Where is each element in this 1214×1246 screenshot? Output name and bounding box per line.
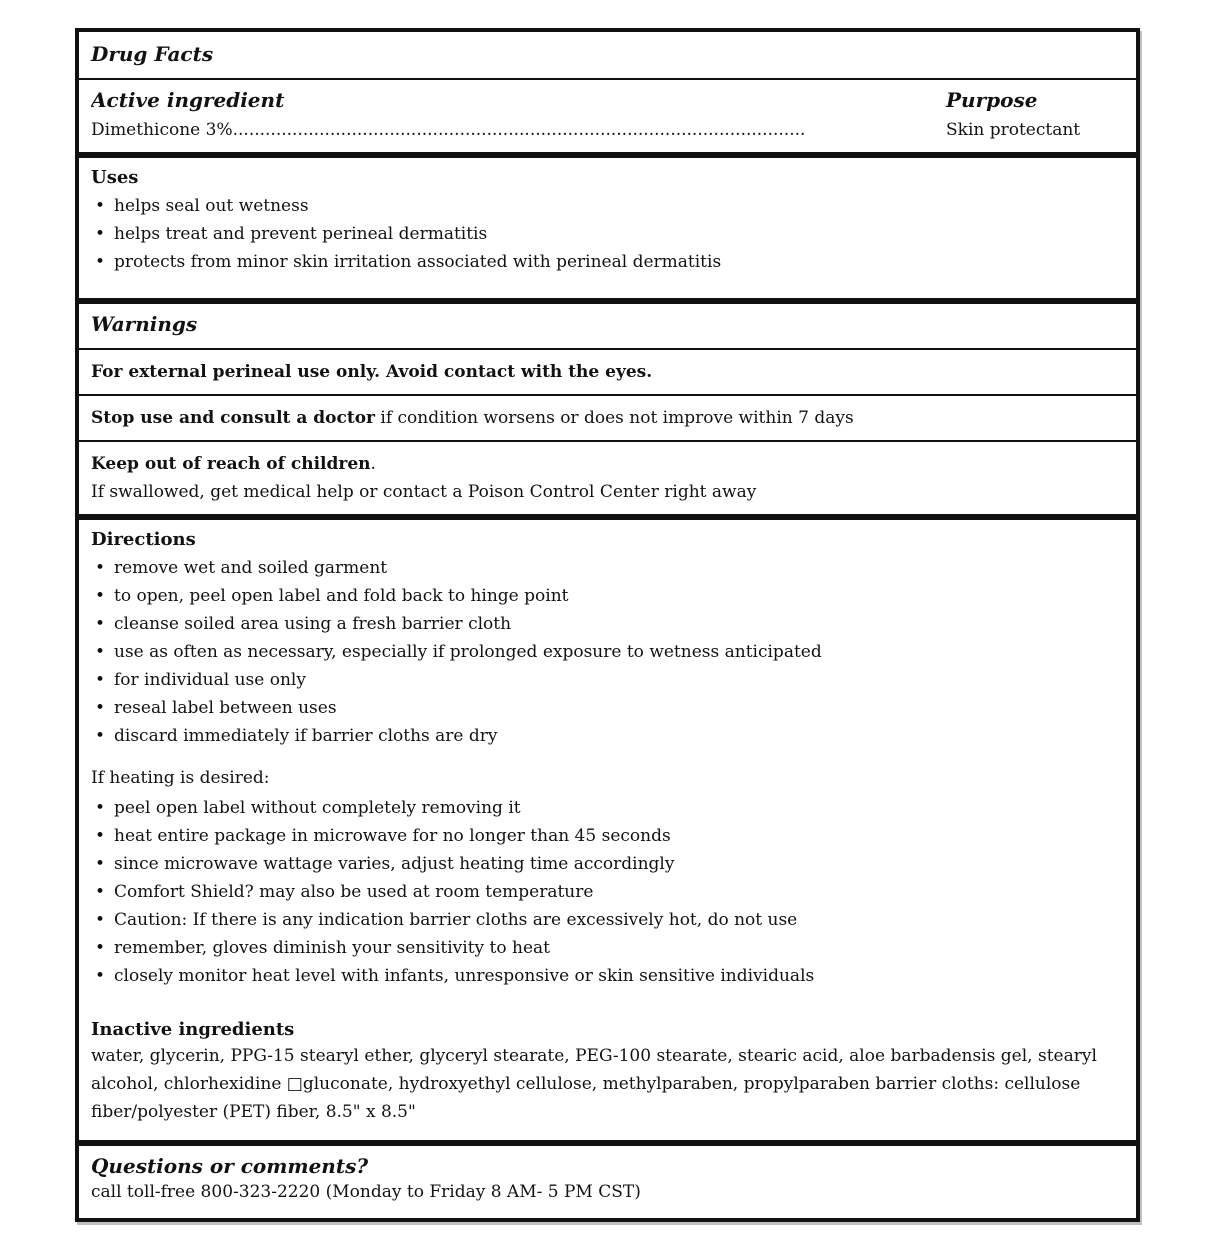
list-item: • remove wet and soiled garment [91,554,1124,582]
active-ingredient-value [91,116,946,144]
uses-list [91,192,1124,276]
stop-use-bold: Stop use and consult a doctor [91,408,375,428]
inactive-ingredients-text: water, glycerin, PPG-15 stearyl ether, glyceryl stearate, PEG-100 stearate, stearic acid, aloe barbadensis gel, stearyl alcohol, chlorhexidine □gluconate, hydroxyethyl cellulose, methylparaben, propylparaben barrier cloths: cellulose fiber/polyester (PET) fiber, 8.5" x 8.5" [91,1046,1097,1122]
inactive-ingredients-heading: Inactive ingredients [91,1019,295,1040]
list-item: • closely monitor heat level with infants, unresponsive or skin sensitive individuals [91,962,1124,990]
list-item: • cleanse soiled area using a fresh barrier cloth [91,610,1124,638]
warnings-heading-section [79,304,1136,350]
list-item: • for individual use only [91,666,1124,694]
dot-leader: .......................................................................................................... [232,120,806,140]
directions-section [79,520,1136,1146]
list-item: • helps treat and prevent perineal dermatitis [91,220,1124,248]
directions-heading: Directions [91,529,196,550]
active-ingredient-column [91,88,946,144]
page-title: Drug Facts [91,42,214,66]
stop-use-warning [91,408,854,428]
list-item: • peel open label without completely removing it [91,794,1124,822]
heating-list [91,794,1124,990]
swallowed-line: If swallowed, get medical help or contact a Poison Control Center right away [91,482,757,502]
drug-facts-title-section [79,32,1136,80]
warnings-heading: Warnings [91,312,198,336]
list-item: • to open, peel open label and fold back to hinge point [91,582,1124,610]
list-item: • remember, gloves diminish your sensitivity to heat [91,934,1124,962]
drug-facts-label [75,28,1140,1222]
keep-out-line [91,450,1124,478]
keep-out-bold: Keep out of reach of children [91,454,371,474]
list-item: • Caution: If there is any indication barrier cloths are excessively hot, do not use [91,906,1124,934]
purpose-value: Skin protectant [946,120,1081,140]
purpose-heading: Purpose [946,88,1038,112]
uses-heading: Uses [91,167,139,188]
stop-use-warning-section [79,396,1136,442]
list-item: • reseal label between uses [91,694,1124,722]
list-item: • Comfort Shield? may also be used at room temperature [91,878,1124,906]
list-item: • heat entire package in microwave for no longer than 45 seconds [91,822,1124,850]
active-ingredient-heading: Active ingredient [91,88,285,112]
directions-list [91,554,1124,750]
questions-section [79,1146,1136,1218]
active-ingredient-section [79,80,1136,158]
uses-section [79,158,1136,304]
external-use-warning: For external perineal use only. Avoid contact with the eyes. [91,362,653,382]
keep-out-rest: . [370,454,376,474]
list-item: • discard immediately if barrier cloths are dry [91,722,1124,750]
list-item: • since microwave wattage varies, adjust heating time accordingly [91,850,1124,878]
questions-heading: Questions or comments? [91,1154,369,1178]
questions-text: call toll-free 800-323-2220 (Monday to Friday 8 AM- 5 PM CST) [91,1182,641,1202]
stop-use-rest: if condition worsens or does not improve within 7 days [375,408,854,428]
ingredient-name: Dimethicone 3% [91,120,233,140]
keep-out-of-reach-section [79,442,1136,520]
heating-intro: If heating is desired: [91,768,270,788]
list-item: • protects from minor skin irritation associated with perineal dermatitis [91,248,1124,276]
list-item: • use as often as necessary, especially if prolonged exposure to wetness anticipated [91,638,1124,666]
purpose-column [946,88,1124,144]
list-item: • helps seal out wetness [91,192,1124,220]
external-use-warning-section [79,350,1136,396]
